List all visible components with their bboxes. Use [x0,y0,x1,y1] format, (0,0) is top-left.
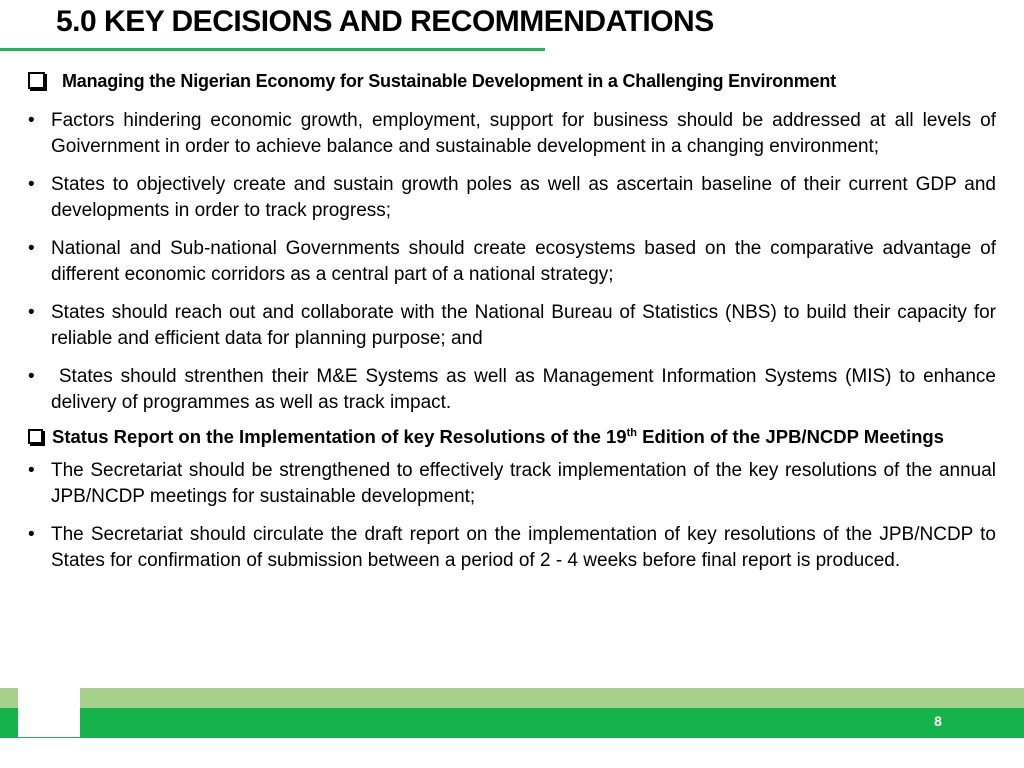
bullet-dot-icon: • [28,524,35,545]
bullet-dot-icon: • [28,238,35,259]
bullet-item [24,108,996,160]
section-heading-status-report [24,424,996,450]
bullet-item [24,300,996,352]
slide-content [24,68,1002,586]
footer-band-light [0,688,1024,708]
bullet-text: National and Sub-national Governments should create ecosystems based on the comparative advantage of different economic corridors as a central part of a national strategy; [51,238,996,285]
bullet-dot-icon: • [28,366,35,387]
slide-title: 5.0 KEY DECISIONS AND RECOMMENDATIONS [56,5,714,38]
bullet-dot-icon: • [28,460,35,481]
page-number: 8 [934,713,942,729]
bullet-item [24,458,996,510]
bullet-dot-icon: • [28,302,35,323]
bullet-text: The Secretariat should circulate the draft report on the implementation of key resolutions of the JPB/NCDP to States for confirmation of submission between a period of 2 - 4 weeks before final report is produced. [51,524,996,571]
checkbox-bullet-icon [28,72,45,89]
bullet-text: The Secretariat should be strengthened to effectively track implementation of the key resolutions of the annual JPB/NCDP meetings for sustainable development; [51,460,996,507]
section-heading-text-continued: Edition of the JPB/NCDP Meetings [636,426,944,447]
bullet-item [24,236,996,288]
bullet-text: States should reach out and collaborate with the National Bureau of Statistics (NBS) to build their capacity for reliable and efficient data for planning purpose; and [51,302,996,349]
title-underline [0,48,545,51]
bullet-text: States should strenthen their M&E Systems as well as Management Information Systems (MIS) to enhance delivery of programmes as well as track impact. [51,366,1002,413]
bullet-dot-icon: • [28,174,35,195]
section-heading-text: Status Report on the Implementation of key Resolutions of the 19 [52,426,627,447]
section-heading-text: Managing the Nigerian Economy for Sustainable Development in a Challenging Environment [62,71,836,91]
bullet-item [24,522,996,574]
section-heading-economy [24,68,996,94]
checkbox-bullet-icon [28,429,43,444]
superscript-th: th [626,427,637,439]
footer-band-dark [0,708,1024,738]
bullet-dot-icon: • [28,110,35,131]
bullet-text: Factors hindering economic growth, employment, support for business should be addressed at all levels of Goivernment in order to achieve balance and sustainable development in a changing environment; [51,110,996,157]
bullet-item [24,364,1002,416]
bullet-text: States to objectively create and sustain growth poles as well as ascertain baseline of their current GDP and developments in order to track progress; [51,174,996,221]
footer-logo-box [18,688,80,737]
bullet-item [24,172,996,224]
